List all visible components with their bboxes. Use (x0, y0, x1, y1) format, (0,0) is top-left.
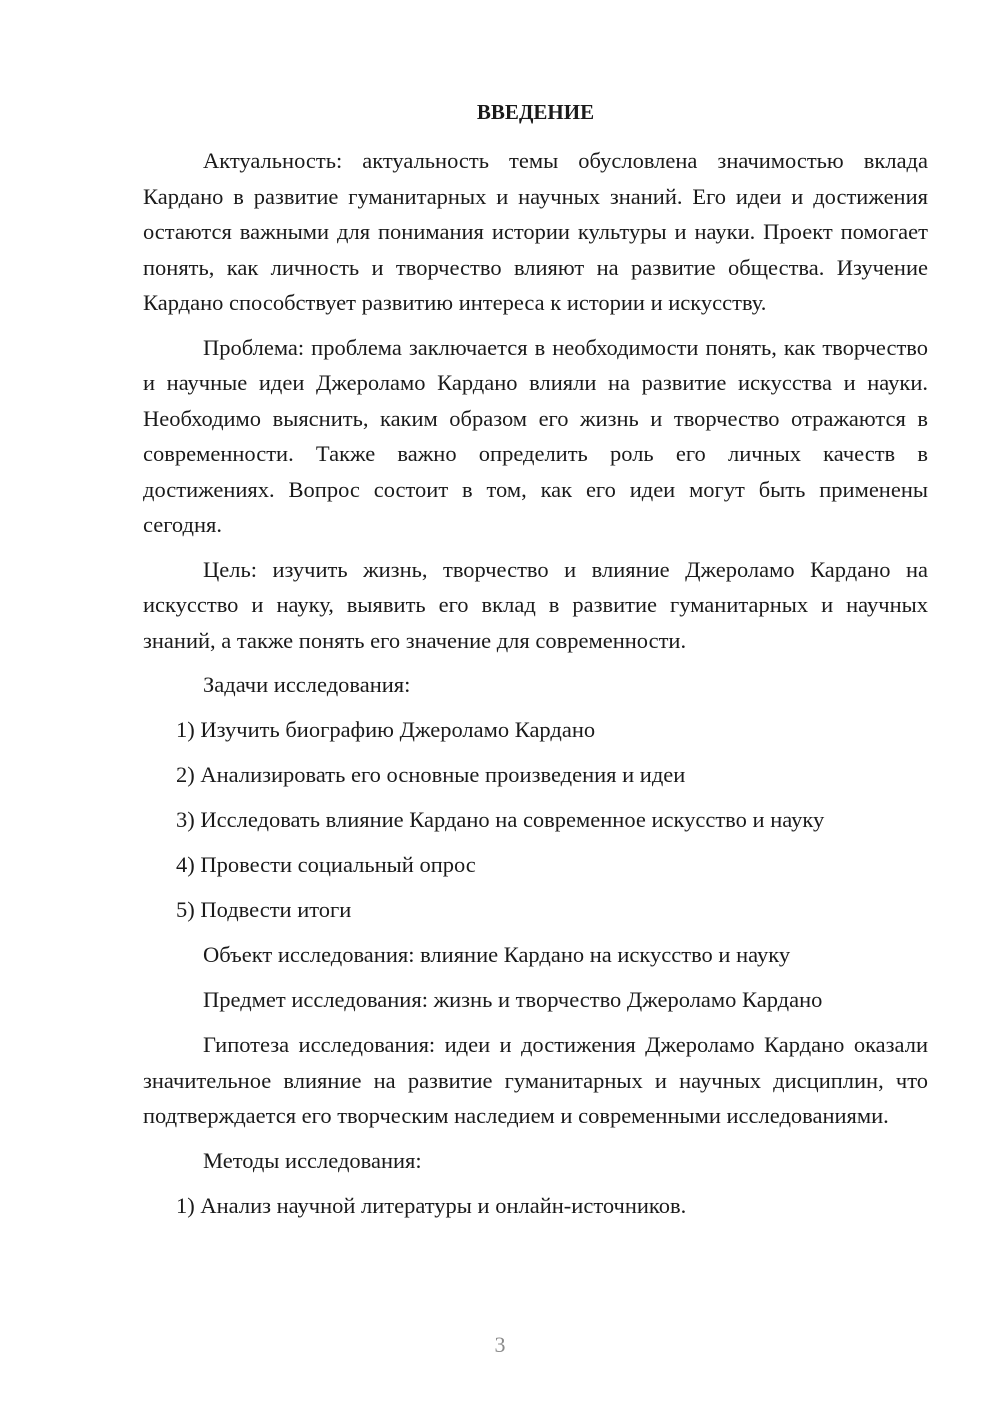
task-item: 1) Изучить биографию Джероламо Кардано (176, 717, 596, 742)
relevance-paragraph: Актуальность: актуальность темы обусловлена значимостью вклада Кардано в развитие гуманитарных и научных знаний. Его идеи и достижения остаются важными для понимания истории культуры и науки. Проект помогает понять, как личность и творчество влияют на развитие общества. Изучение Кардано способствует развитию интереса к истории и искусству. (143, 148, 928, 315)
task-item: 2) Анализировать его основные произведения и идеи (176, 762, 686, 787)
research-subject: Предмет исследования: жизнь и творчество Джероламо Кардано (203, 987, 823, 1012)
hypothesis-paragraph: Гипотеза исследования: идеи и достижения Джероламо Кардано оказали значительное влияние на развитие гуманитарных и научных дисциплин, что подтверждается его творческим наследием и современными исследованиями. (143, 1032, 928, 1128)
goal-paragraph: Цель: изучить жизнь, творчество и влияние Джероламо Кардано на искусство и науку, выявить его вклад в развитие гуманитарных и научных знаний, а также понять его значение для современности. (143, 556, 928, 653)
task-item: 3) Исследовать влияние Кардано на современное искусство и науку (176, 807, 825, 832)
method-item: 1) Анализ научной литературы и онлайн-источников. (176, 1192, 687, 1218)
task-item: 4) Провести социальный опрос (176, 852, 476, 877)
problem-paragraph: Проблема: проблема заключается в необходимости понять, как творчество и научные идеи Джероламо Кардано влияли на развитие искусства и науки. Необходимо выяснить, каким образом его жизнь и творчество отражаются в современности. Также важно определить роль его личных качеств в достижениях. Вопрос состоит в том, как его идеи могут быть применены сегодня. (143, 334, 928, 537)
page-content (143, 95, 928, 1233)
task-item: 5) Подвести итоги (176, 897, 352, 922)
section-title: ВВЕДЕНИЕ (476, 100, 595, 124)
research-object: Объект исследования: влияние Кардано на искусство и науку (203, 942, 791, 967)
methods-heading: Методы исследования: (203, 1147, 422, 1173)
page-number: 3 (494, 1332, 506, 1357)
tasks-heading: Задачи исследования: (203, 672, 411, 697)
